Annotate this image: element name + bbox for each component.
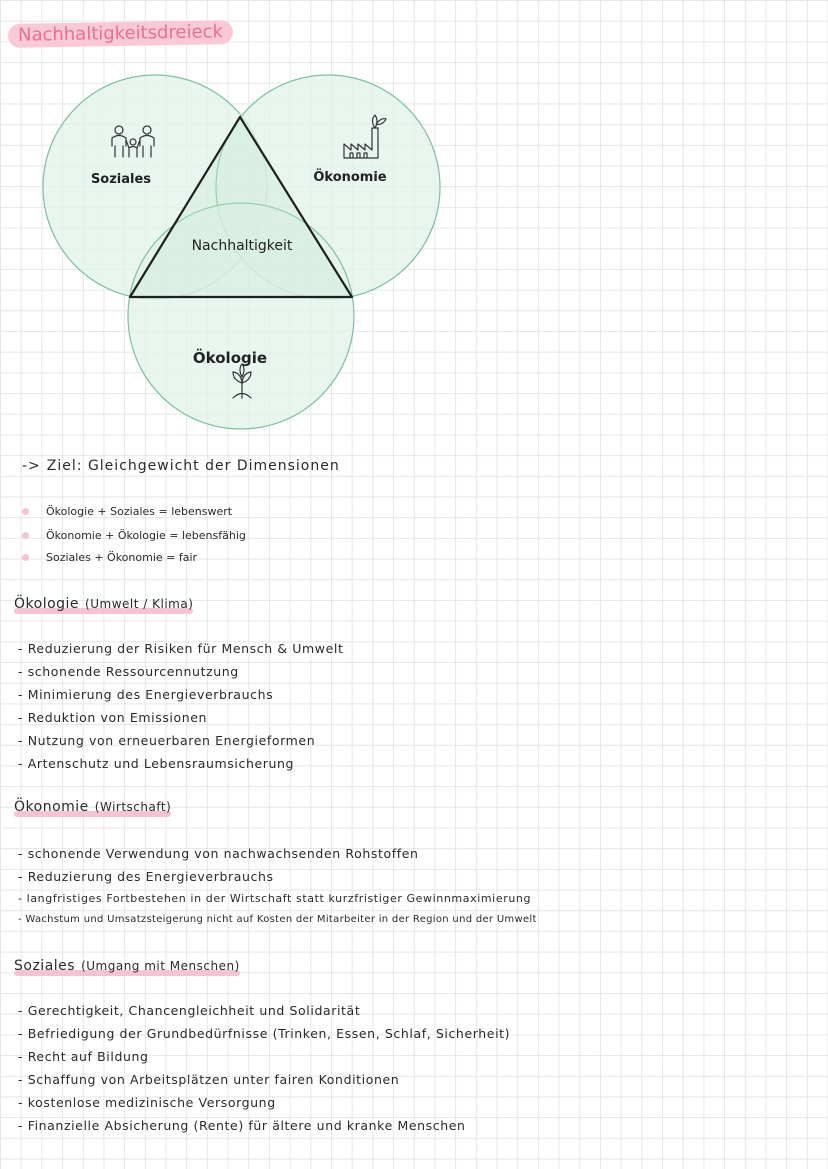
list-item: - Finanzielle Absicherung (Rente) für ältere und kranke Menschen [18,1118,466,1133]
list-item: - Reduktion von Emissionen [18,710,207,725]
bullet-dot [22,508,29,515]
list-item: - kostenlose medizinische Versorgung [18,1095,276,1110]
label-ecology: Ökologie [192,349,268,367]
list-item: - Nutzung von erneuerbaren Energieformen [18,733,315,748]
page-title: Nachhaltigkeitsdreieck [8,20,233,48]
bullet-dot [22,554,29,561]
list-item: - Reduzierung der Risiken für Mensch & Umwelt [18,641,343,656]
list-item: - Reduzierung des Energieverbrauchs [18,869,274,884]
list-item: - schonende Ressourcennutzung [18,664,239,679]
section-heading-ecology: Ökologie (Umwelt / Klima) [14,596,194,612]
list-item: - Minimierung des Energieverbrauchs [18,687,273,702]
sustainability-venn-diagram [0,0,828,460]
list-item: - Schaffung von Arbeitsplätzen unter fairen Konditionen [18,1072,399,1087]
arrow-marker: -> [22,458,41,474]
list-item: - schonende Verwendung von nachwachsenden Rohstoffen [18,846,419,861]
section-heading-social: Soziales (Umgang mit Menschen) [14,958,240,974]
label-economy: Ökonomie [313,170,387,185]
section-heading-economy: Ökonomie (Wirtschaft) [14,799,172,815]
combination-item: Ökonomie + Ökologie = lebensfähig [46,529,246,542]
label-center: Nachhaltigkeit [191,238,293,254]
label-social: Soziales [90,172,152,187]
list-item: - Recht auf Bildung [18,1049,149,1064]
bullet-dot [22,532,29,539]
goal-text: Ziel: Gleichgewicht der Dimensionen [46,458,340,474]
list-item: - langfristiges Fortbestehen in der Wirtschaft statt kurzfristiger Gewinnmaximierung [18,892,531,905]
combination-item: Soziales + Ökonomie = fair [46,551,197,564]
list-item: - Befriedigung der Grundbedürfnisse (Trinken, Essen, Schlaf, Sicherheit) [18,1026,510,1041]
list-item: - Artenschutz und Lebensraumsicherung [18,756,294,771]
list-item: - Wachstum und Umsatzsteigerung nicht auf Kosten der Mitarbeiter in der Region und der Umwelt [18,914,537,925]
list-item: - Gerechtigkeit, Chancengleichheit und Solidarität [18,1003,360,1018]
combination-item: Ökologie + Soziales = lebenswert [46,505,232,518]
goal-statement [22,458,340,474]
